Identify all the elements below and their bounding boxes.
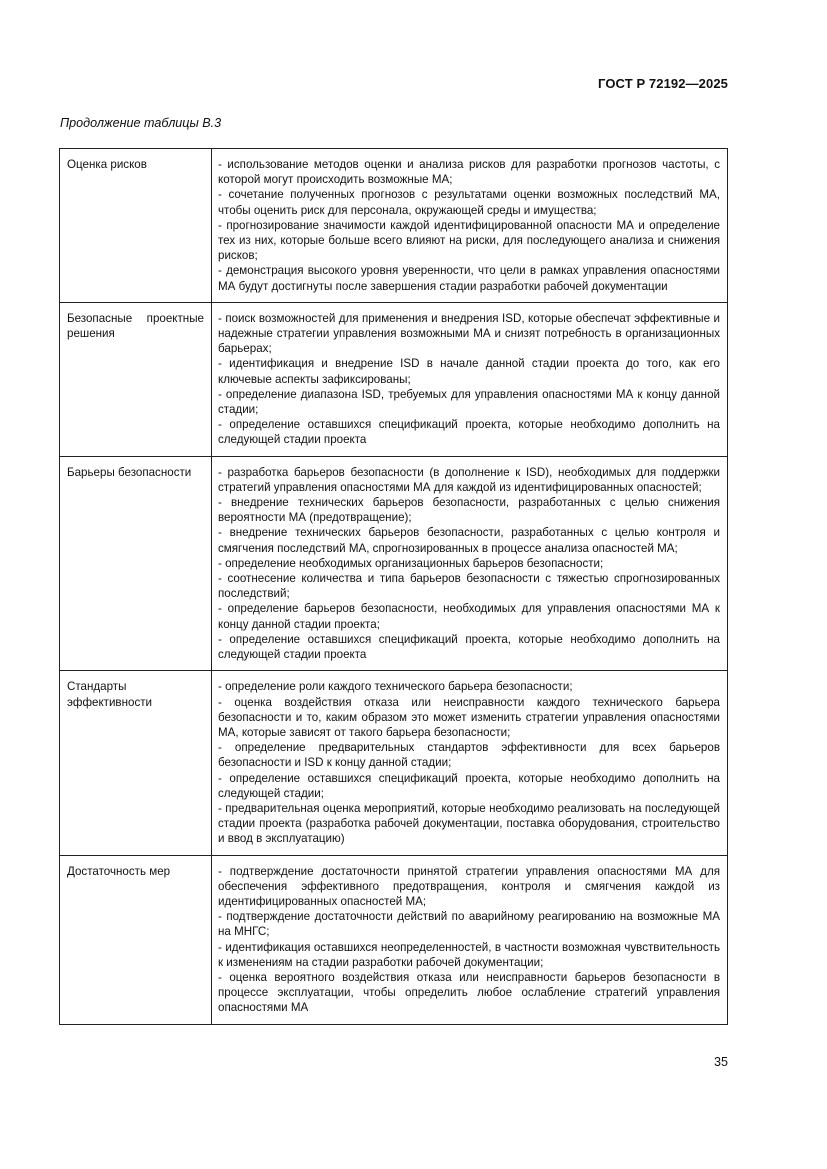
list-item: - прогнозирование значимости каждой идентифицированной опасности МА и определение тех из них, которые больше всего влияют на риски, для последующего анализа и снижения рисков; (218, 218, 720, 263)
row-description-cell (212, 855, 728, 1024)
row-name: Барьеры безопасности (67, 465, 192, 479)
table-row (60, 302, 728, 456)
list-item: - предварительная оценка мероприятий, которые необходимо реализовать на последующей стадии проекта (разработка рабочей документации, поставка оборудования, строительство и ввод в эксплуатацию) (218, 801, 720, 846)
row-name: Достаточность мер (67, 864, 171, 878)
list-item: - идентификация и внедрение ISD в начале данной стадии проекта до того, как его ключевые аспекты зафиксированы; (218, 357, 720, 386)
table-row (60, 855, 728, 1024)
list-item: - определение барьеров безопасности, необходимых для управления опасностями МА к концу данной стадии проекта; (218, 602, 720, 631)
list-item: - поиск возможностей для применения и внедрения ISD, которые обеспечат эффективные и надежные стратегии управления возможными МА и снизят потребность в организационных барьерах; (218, 311, 720, 356)
row-description-cell (212, 456, 728, 671)
table-body (60, 149, 728, 1025)
list-item: - использование методов оценки и анализа рисков для разработки прогнозов частоты, с которой могут происходить возможные МА; (218, 158, 720, 187)
table-row (60, 149, 728, 303)
list-item: - разработка барьеров безопасности (в дополнение к ISD), необходимых для поддержки стратегий управления опасностями МА для каждой из идентифицированных опасностей; (218, 465, 720, 494)
row-description-cell (212, 302, 728, 456)
list-item: - определение оставшихся спецификаций проекта, которые необходимо дополнить на следующей стадии; (218, 771, 720, 800)
row-name-cell (60, 855, 212, 1024)
table-row (60, 671, 728, 855)
row-name: Стандарты эффективности (67, 680, 153, 709)
list-item: - внедрение технических барьеров безопасности, разработанных с целью контроля и смягчения последствий МА, спрогнозированных в процессе анализа опасностей МА; (218, 526, 720, 555)
list-item: - определение предварительных стандартов эффективности для всех барьеров безопасности и ISD к концу данной стадии; (218, 741, 720, 770)
list-item: - демонстрация высокого уровня уверенности, что цели в рамках управления опасностями МА будут достигнуты после завершения стадии разработки рабочей документации (218, 264, 720, 293)
list-item: - внедрение технических барьеров безопасности, разработанных с целью снижения вероятности МА (предотвращение); (218, 496, 720, 525)
row-description-cell (212, 671, 728, 855)
list-item: - идентификация оставшихся неопределенностей, в частности возможная чувствительность к изменениям на стадии разработки рабочей документации; (218, 940, 720, 969)
row-description-cell (212, 149, 728, 303)
requirements-table (59, 148, 728, 1025)
row-name-cell (60, 149, 212, 303)
page-number: 35 (713, 1055, 728, 1069)
table-row (60, 456, 728, 671)
document-code: ГОСТ Р 72192—2025 (598, 76, 728, 91)
list-item: - сочетание полученных прогнозов с результатами оценки возможных последствий МА, чтобы оценить риск для персонала, окружающей среды и имущества; (218, 188, 720, 217)
list-item: - определение роли каждого технического барьера безопасности; (218, 680, 573, 694)
row-name: Оценка рисков (67, 158, 147, 171)
list-item: - подтверждение достаточности действий по аварийному реагированию на возможные МА на МНГС; (218, 910, 720, 939)
list-item: - определение необходимых организационных барьеров безопасности; (218, 556, 604, 570)
list-item: - определение оставшихся спецификаций проекта, которые необходимо дополнить на следующей стадии проекта (218, 632, 720, 662)
list-item: - подтверждение достаточности принятой стратегии управления опасностями МА для обеспечения эффективного предотвращения, контроля и смягчения каждой из идентифицированных опасностей МА; (218, 864, 720, 908)
list-item: - определение оставшихся спецификаций проекта, которые необходимо дополнить на следующей стадии проекта (218, 418, 720, 447)
list-item: - определение диапазона ISD, требуемых для управления опасностями МА к концу данной стадии; (218, 387, 720, 417)
row-name-cell (60, 671, 212, 855)
list-item: - оценка воздействия отказа или неисправности каждого технического барьера безопасности и то, каким образом это может изменить стратегии управления опасностями МА, которые зависят от такого барьера безопасности; (218, 695, 720, 739)
row-name-cell (60, 456, 212, 671)
list-item: - соотнесение количества и типа барьеров безопасности с тяжестью спрогнозированных последствий; (218, 572, 720, 601)
row-name-cell (60, 302, 212, 456)
list-item: - оценка вероятного воздействия отказа или неисправности барьеров безопасности в процессе эксплуатации, чтобы определить любое ослабление стратегий управления опасностями МА (218, 970, 720, 1015)
row-name: Безопасные проектные решения (67, 311, 204, 341)
table-continuation-label: Продолжение таблицы В.3 (60, 116, 222, 130)
